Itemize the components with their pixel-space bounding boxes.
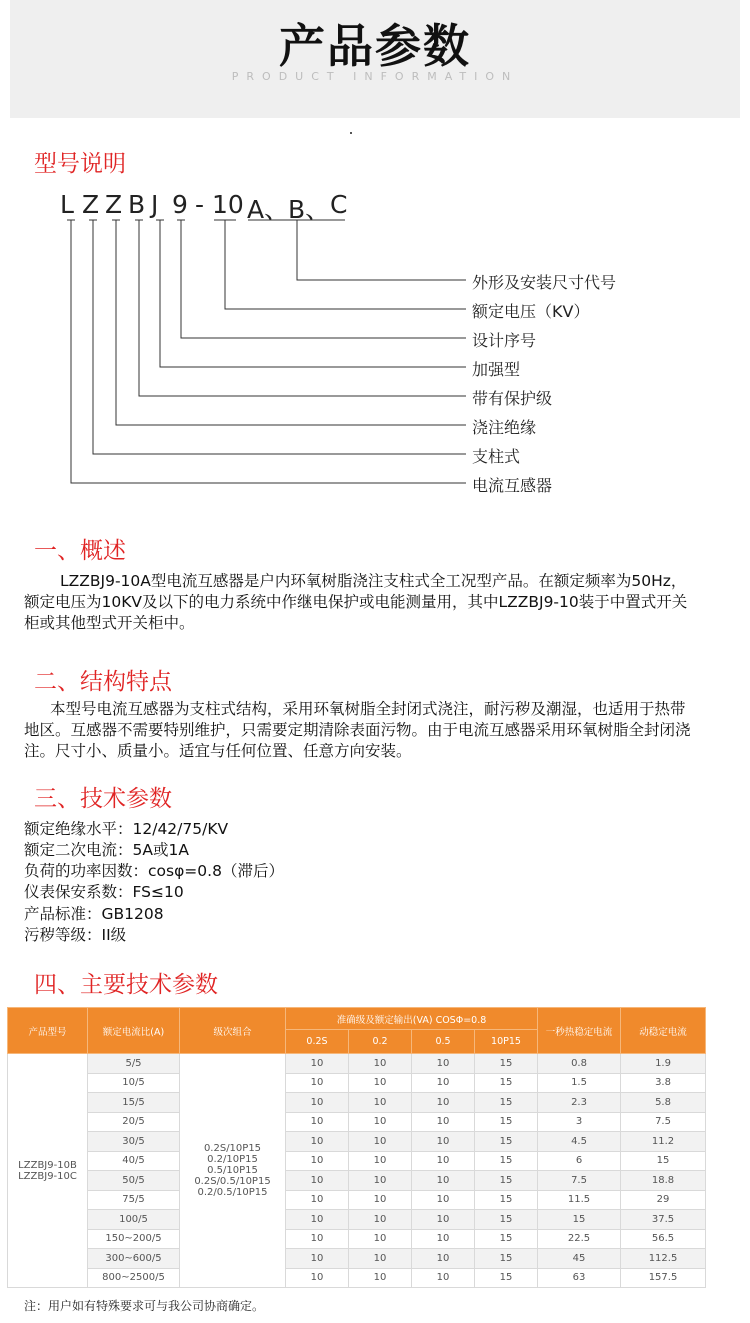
- value-cell: 10: [349, 1054, 412, 1074]
- value-cell: 10: [286, 1268, 349, 1288]
- thermal-cell: 22.5: [538, 1229, 621, 1249]
- header-grade: 级次组合: [180, 1008, 286, 1054]
- value-cell: 15: [475, 1132, 538, 1152]
- value-cell: 10: [412, 1151, 475, 1171]
- dynamic-cell: 11.2: [621, 1132, 706, 1152]
- legend-item: 浇注绝缘: [472, 418, 537, 437]
- code-letter: B: [128, 190, 146, 219]
- dynamic-cell: 56.5: [621, 1229, 706, 1249]
- tech-item: 额定绝缘水平：12/42/75/KV: [24, 820, 229, 838]
- value-cell: 10: [349, 1229, 412, 1249]
- value-cell: 10: [412, 1093, 475, 1113]
- legend-item: 电流互感器: [472, 476, 553, 495]
- page-title: 产品参数: [279, 19, 471, 73]
- value-cell: 10: [349, 1210, 412, 1230]
- code-letter: B、: [288, 195, 331, 224]
- value-cell: 10: [286, 1249, 349, 1269]
- thermal-cell: 2.3: [538, 1093, 621, 1113]
- model-line: LZZBJ9-10C: [18, 1170, 77, 1182]
- dynamic-cell: 3.8: [621, 1073, 706, 1093]
- model-section-title: 型号说明: [34, 151, 126, 177]
- value-cell: 10: [286, 1112, 349, 1132]
- table-row: [8, 1112, 706, 1132]
- thermal-cell: 1.5: [538, 1073, 621, 1093]
- table-row: [8, 1132, 706, 1152]
- structure-text: 本型号电流互感器为支柱式结构，采用环氧树脂全封闭式浇注，耐污秽及潮湿，也适用于热带地区。互感器不需要特别维护，只需要定期清除表面污物。由于电流互感器采用环氧树脂全封闭浇注。尺寸小、质量小。适宜与任何位置、任意方向安装。: [24, 700, 691, 760]
- thermal-cell: 45: [538, 1249, 621, 1269]
- grade-line: 0.2/0.5/10P15: [197, 1187, 268, 1198]
- header-dynamic: 动稳定电流: [621, 1008, 706, 1054]
- tech-item: 污秽等级：II级: [24, 926, 127, 944]
- value-cell: 15: [475, 1268, 538, 1288]
- value-cell: 15: [475, 1249, 538, 1269]
- legend-item: 支柱式: [472, 447, 521, 466]
- dynamic-cell: 112.5: [621, 1249, 706, 1269]
- value-cell: 10: [349, 1073, 412, 1093]
- value-cell: 10: [349, 1151, 412, 1171]
- dynamic-cell: 18.8: [621, 1171, 706, 1191]
- dynamic-cell: 7.5: [621, 1112, 706, 1132]
- table-row: [8, 1268, 706, 1288]
- code-letter: -: [195, 190, 205, 219]
- value-cell: 10: [286, 1073, 349, 1093]
- value-cell: 10: [412, 1054, 475, 1074]
- value-cell: 10: [412, 1268, 475, 1288]
- table-row: [8, 1171, 706, 1191]
- model-code-diagram: [0, 0, 750, 500]
- grade-line: 0.2S/10P15: [203, 1143, 262, 1154]
- code-letter: Z: [82, 190, 100, 219]
- value-cell: 10: [412, 1132, 475, 1152]
- value-cell: 10: [349, 1112, 412, 1132]
- dynamic-cell: 5.8: [621, 1093, 706, 1113]
- ratio-cell: 15/5: [88, 1093, 180, 1113]
- tech-item: 负荷的功率因数：cosφ=0.8（滞后）: [24, 862, 284, 880]
- dynamic-cell: 1.9: [621, 1054, 706, 1074]
- tech-item: 产品标准：GB1208: [24, 905, 164, 923]
- value-cell: 10: [286, 1132, 349, 1152]
- ratio-cell: 100/5: [88, 1210, 180, 1230]
- code-letter: L: [60, 190, 74, 219]
- header-10p15: 10P15: [475, 1030, 538, 1054]
- value-cell: 10: [286, 1229, 349, 1249]
- code-letter: 10: [212, 190, 244, 219]
- table-row: [8, 1073, 706, 1093]
- header-output-group: 准确级及额定输出(VA) COSΦ=0.8: [286, 1008, 538, 1030]
- code-letter: C: [330, 190, 348, 219]
- thermal-cell: 0.8: [538, 1054, 621, 1074]
- ratio-cell: 30/5: [88, 1132, 180, 1152]
- legend-item: 加强型: [472, 360, 521, 379]
- header-0.2: 0.2: [349, 1030, 412, 1054]
- value-cell: 10: [412, 1229, 475, 1249]
- model-cell: [8, 1054, 88, 1288]
- structure-title: 二、结构特点: [34, 669, 172, 695]
- value-cell: 10: [286, 1054, 349, 1074]
- legend-item: 外形及安装尺寸代号: [472, 273, 617, 292]
- ratio-cell: 800~2500/5: [88, 1268, 180, 1288]
- value-cell: 10: [349, 1093, 412, 1113]
- main-params-table: [7, 1007, 706, 1288]
- table-row: [8, 1210, 706, 1230]
- value-cell: 10: [286, 1151, 349, 1171]
- table-row: [8, 1054, 706, 1074]
- value-cell: 10: [349, 1132, 412, 1152]
- value-cell: 10: [412, 1112, 475, 1132]
- header-ratio: 额定电流比(A): [88, 1008, 180, 1054]
- legend-item: 额定电压（KV）: [472, 302, 590, 321]
- code-letter: J: [151, 190, 159, 219]
- footnote: 注：用户如有特殊要求可与我公司协商确定。: [24, 1299, 265, 1313]
- table-row: [8, 1151, 706, 1171]
- ratio-cell: 150~200/5: [88, 1229, 180, 1249]
- page-subtitle: PRODUCT INFORMATION: [231, 70, 519, 83]
- ratio-cell: 5/5: [88, 1054, 180, 1074]
- table-row: [8, 1190, 706, 1210]
- value-cell: 10: [349, 1249, 412, 1269]
- grade-line: 0.5/10P15: [207, 1165, 258, 1176]
- thermal-cell: 3: [538, 1112, 621, 1132]
- header-thermal: 一秒热稳定电流: [538, 1008, 621, 1054]
- value-cell: 10: [286, 1190, 349, 1210]
- thermal-cell: 15: [538, 1210, 621, 1230]
- ratio-cell: 10/5: [88, 1073, 180, 1093]
- value-cell: 15: [475, 1190, 538, 1210]
- thermal-cell: 4.5: [538, 1132, 621, 1152]
- value-cell: 15: [475, 1093, 538, 1113]
- value-cell: 10: [349, 1190, 412, 1210]
- table-row: [8, 1249, 706, 1269]
- thermal-cell: 11.5: [538, 1190, 621, 1210]
- value-cell: 10: [286, 1171, 349, 1191]
- value-cell: 10: [286, 1093, 349, 1113]
- thermal-cell: 7.5: [538, 1171, 621, 1191]
- value-cell: 15: [475, 1229, 538, 1249]
- main-params-title: 四、主要技术参数: [34, 972, 218, 998]
- value-cell: 15: [475, 1073, 538, 1093]
- ratio-cell: 300~600/5: [88, 1249, 180, 1269]
- header-0.5: 0.5: [412, 1030, 475, 1054]
- legend-item: 带有保护级: [472, 389, 553, 408]
- ratio-cell: 40/5: [88, 1151, 180, 1171]
- value-cell: 10: [286, 1210, 349, 1230]
- overview-title: 一、概述: [34, 538, 126, 564]
- thermal-cell: 63: [538, 1268, 621, 1288]
- thermal-cell: 6: [538, 1151, 621, 1171]
- dynamic-cell: 157.5: [621, 1268, 706, 1288]
- legend-item: 设计序号: [472, 331, 537, 350]
- code-letter: A、: [247, 195, 290, 224]
- value-cell: 15: [475, 1151, 538, 1171]
- grade-line: 0.2S/0.5/10P15: [194, 1176, 271, 1187]
- code-letter: Z: [105, 190, 123, 219]
- value-cell: 15: [475, 1210, 538, 1230]
- header-model: 产品型号: [8, 1008, 88, 1054]
- value-cell: 15: [475, 1054, 538, 1074]
- value-cell: 10: [412, 1073, 475, 1093]
- value-cell: 15: [475, 1171, 538, 1191]
- ratio-cell: 20/5: [88, 1112, 180, 1132]
- tech-title: 三、技术参数: [34, 786, 172, 812]
- tech-item: 额定二次电流：5A或1A: [24, 841, 189, 859]
- value-cell: 10: [349, 1268, 412, 1288]
- value-cell: 10: [412, 1249, 475, 1269]
- value-cell: 10: [412, 1210, 475, 1230]
- value-cell: 15: [475, 1112, 538, 1132]
- overview-text: LZZBJ9-10A型电流互感器是户内环氧树脂浇注支柱式全工况型产品。在额定频率为50Hz，额定电压为10KV及以下的电力系统中作继电保护或电能测量用，其中LZZBJ9-10装于中置式开关柜或其他型式开关柜中。: [24, 572, 688, 632]
- ratio-cell: 50/5: [88, 1171, 180, 1191]
- value-cell: 10: [412, 1171, 475, 1191]
- grade-cell: [180, 1054, 286, 1288]
- code-letter: 9: [172, 190, 188, 219]
- value-cell: 10: [349, 1171, 412, 1191]
- model-line: LZZBJ9-10B: [18, 1159, 77, 1171]
- value-cell: 10: [412, 1190, 475, 1210]
- dynamic-cell: 15: [621, 1151, 706, 1171]
- table-row: [8, 1229, 706, 1249]
- tech-item: 仪表保安系数：FS≤10: [24, 883, 184, 901]
- ratio-cell: 75/5: [88, 1190, 180, 1210]
- grade-line: 0.2/10P15: [207, 1154, 258, 1165]
- dynamic-cell: 37.5: [621, 1210, 706, 1230]
- dynamic-cell: 29: [621, 1190, 706, 1210]
- table-row: [8, 1093, 706, 1113]
- header-0.2s: 0.2S: [286, 1030, 349, 1054]
